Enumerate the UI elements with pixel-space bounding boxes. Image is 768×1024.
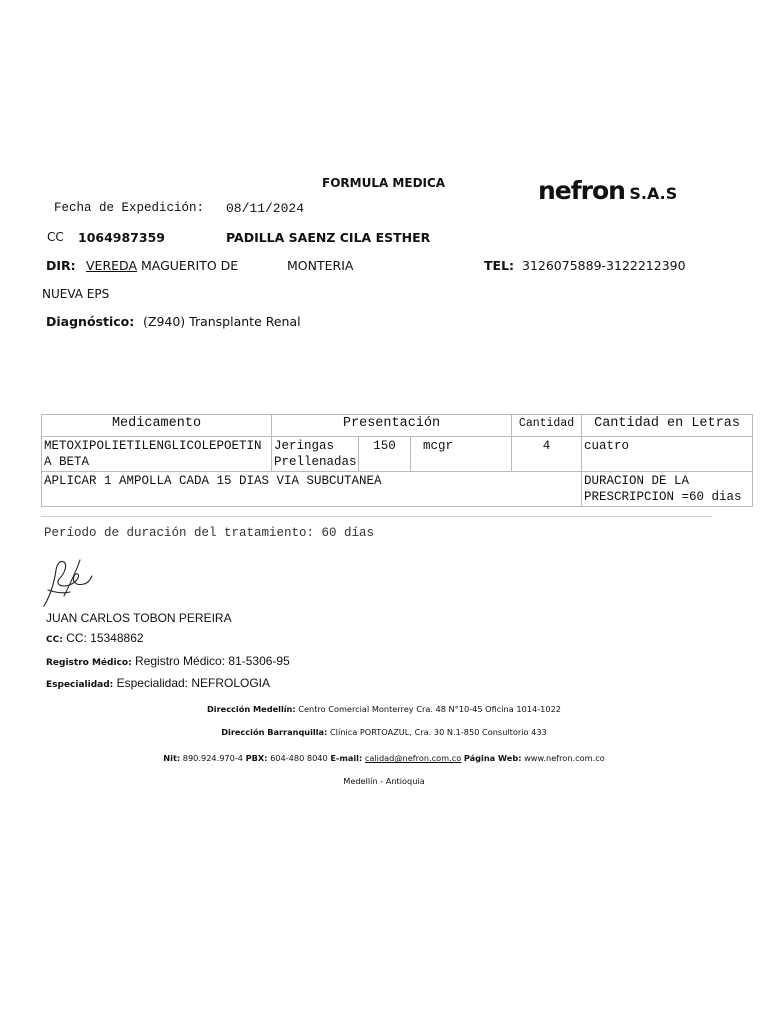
table-header-row bbox=[42, 415, 753, 437]
nefron-logo bbox=[538, 176, 677, 205]
cell-cantidad: 4 bbox=[512, 437, 582, 472]
cell-instruction: APLICAR 1 AMPOLLA CADA 15 DIAS VIA SUBCUTANEA bbox=[42, 472, 582, 507]
doctor-registro-value: Registro Médico: 81-5306-95 bbox=[135, 654, 290, 668]
footer-nit-value: 890.924.970-4 bbox=[182, 753, 244, 763]
footer-web-label: Página Web: bbox=[463, 753, 522, 763]
cell-unidad: mcgr bbox=[411, 437, 512, 472]
footer-web-link[interactable]: www.nefron.com.co bbox=[524, 753, 605, 763]
footer-pbx-value: 604-480 8040 bbox=[270, 753, 328, 763]
footer-city: Medellín - Antioquia bbox=[343, 776, 425, 786]
doctor-cc-label: CC: bbox=[46, 635, 63, 645]
doctor-name: JUAN CARLOS TOBON PEREIRA bbox=[46, 611, 232, 625]
footer-barranquilla-value: Clínica PORTOAZUL, Cra. 30 N.1-850 Consultorio 433 bbox=[329, 727, 547, 737]
cell-medicamento: METOXIPOLIETILENGLICOLEPOETIN A BETA bbox=[42, 437, 272, 472]
cell-duracion: DURACION DE LA PRESCRIPCION =60 dias bbox=[582, 472, 753, 507]
table-row-instruction bbox=[42, 472, 753, 507]
periodo-text: Período de duración del tratamiento: 60 días bbox=[44, 526, 375, 540]
tel-value: 3126075889-3122212390 bbox=[522, 258, 686, 273]
footer-medellin-label: Dirección Medellín: bbox=[207, 704, 296, 714]
footer-medellin bbox=[0, 704, 768, 714]
doctor-especialidad bbox=[46, 676, 270, 690]
patient-cc: 1064987359 bbox=[78, 230, 165, 245]
dir-value-rest: MAGUERITO DE bbox=[140, 258, 239, 273]
dir-value bbox=[86, 258, 238, 273]
footer-email-label: E-mail: bbox=[330, 753, 363, 763]
eps: NUEVA EPS bbox=[42, 287, 110, 301]
footer-email-link[interactable]: calidad@nefron.com.co bbox=[364, 753, 462, 763]
patient-name: PADILLA SAENZ CILA ESTHER bbox=[226, 230, 431, 245]
cc-label: CC bbox=[47, 230, 64, 244]
doctor-registro bbox=[46, 654, 290, 668]
doctor-registro-label: Registro Médico: bbox=[46, 658, 132, 668]
footer-contact bbox=[0, 753, 768, 763]
footer-barranquilla bbox=[0, 727, 768, 737]
dir-label: DIR: bbox=[46, 258, 76, 273]
footer-pbx-label: PBX: bbox=[245, 753, 268, 763]
header-medicamento: Medicamento bbox=[42, 415, 272, 437]
medication-table bbox=[41, 414, 753, 507]
fecha-label: Fecha de Expedición: bbox=[54, 201, 205, 215]
dir-value-underlined: VEREDA bbox=[86, 258, 137, 273]
table-row bbox=[42, 437, 753, 472]
doctor-especialidad-value: Especialidad: NEFROLOGIA bbox=[116, 676, 271, 690]
doctor-cc-value: CC: 15348862 bbox=[66, 631, 144, 645]
doctor-cc bbox=[46, 631, 144, 645]
doctor-signature bbox=[40, 556, 96, 610]
header-cantidad: Cantidad bbox=[512, 415, 582, 437]
logo-text: nefron bbox=[538, 176, 625, 205]
logo-suffix: S.A.S bbox=[629, 184, 678, 203]
cell-letras: cuatro bbox=[582, 437, 753, 472]
diag-value: (Z940) Transplante Renal bbox=[143, 314, 301, 329]
footer-barranquilla-label: Dirección Barranquilla: bbox=[221, 727, 328, 737]
diag-label: Diagnóstico: bbox=[46, 314, 135, 329]
header-presentacion: Presentación bbox=[272, 415, 512, 437]
divider bbox=[41, 516, 712, 517]
city: MONTERIA bbox=[287, 258, 354, 273]
header-cantidad-letras: Cantidad en Letras bbox=[582, 415, 753, 437]
doctor-especialidad-label: Especialidad: bbox=[46, 680, 114, 690]
cell-presentacion: Jeringas Prellenadas bbox=[272, 437, 359, 472]
cell-dosis: 150 bbox=[359, 437, 411, 472]
footer-medellin-value: Centro Comercial Monterrey Cra. 48 N°10-45 Oficina 1014-1022 bbox=[298, 704, 561, 714]
document-title: FORMULA MEDICA bbox=[322, 176, 446, 190]
footer-nit-label: Nit: bbox=[163, 753, 181, 763]
fecha-value: 08/11/2024 bbox=[226, 201, 305, 216]
tel-label: TEL: bbox=[484, 258, 515, 273]
